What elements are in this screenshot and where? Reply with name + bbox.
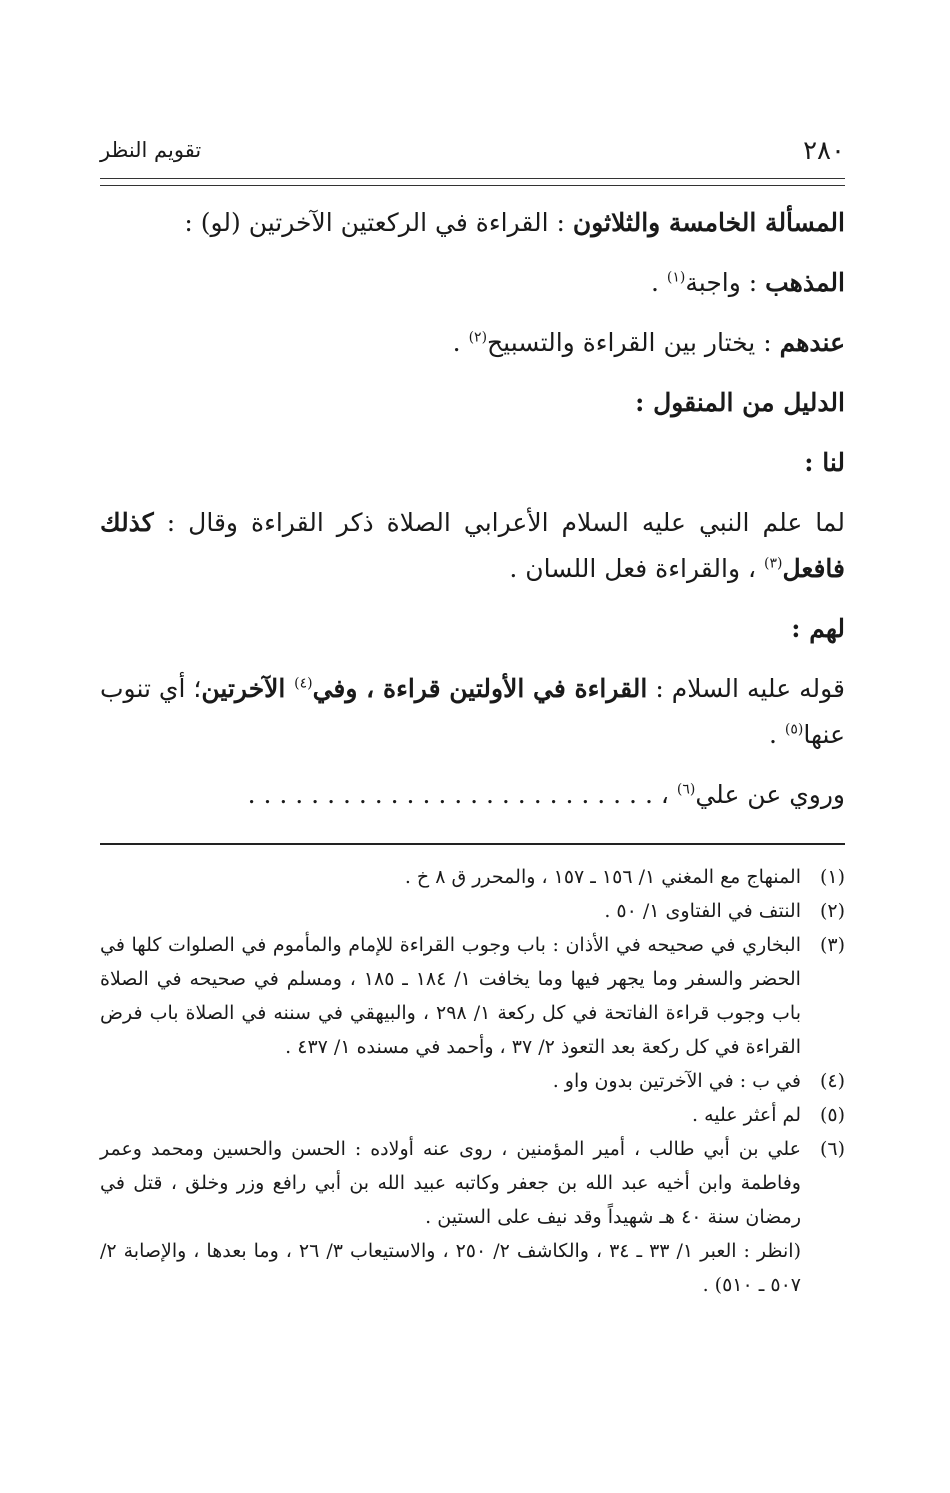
footnote-text: لم أعثر عليه . [692,1104,801,1126]
footnote-number: (٤) [819,1070,845,1092]
them-label: عندهم [779,328,845,357]
for-them-text: قوله عليه السلام : [647,674,845,703]
them-end: . [452,328,469,357]
footnote-item [100,1098,845,1132]
footnotes [100,860,845,1302]
footnote-ref: (٤) [294,675,313,692]
footnote-text: (انظر : العبر ١/ ٣٣ ـ ٣٤ ، والكاشف ٢/ ٢٥٠ ، والاستيعاب ٣/ ٢٦ ، وما بعدها ، والإصابة ٢/ ٥٠٧ ـ ٥١٠) . [100,1240,801,1296]
madhhab-label: المذهب [765,268,845,297]
footnote-number: (٥) [819,1104,845,1126]
footnote-number: (٢) [819,900,845,922]
for-them-label: لهم : [791,614,845,643]
issue-line [100,200,845,246]
them-text: : يختار بين القراءة والتسبيح [487,328,772,357]
footnote-item [100,928,845,1064]
header-rule [100,178,845,186]
footnote-ref: (٢) [468,329,488,346]
footnote-item [100,1132,845,1234]
footnote-separator [100,843,845,845]
for-us-paragraph [100,500,845,592]
footnote-text: علي بن أبي طالب ، أمير المؤمنين ، روى عنه أولاده : الحسن والحسين ومحمد وعمر وفاطمة وابن أخيه عبد الله بن جعفر وكاتبه عبيد الله بن أبي رافع وزر وخلق ، قتل في رمضان سنة ٤٠ هـ شهيداً وقد نيف على الستين . [100,1138,801,1228]
footnote-ref: (٣) [764,555,783,572]
footnote-ref: (١) [666,269,686,286]
footnote-ref: (٦) [676,781,696,798]
page-number: ٢٨٠ [803,136,845,166]
narrated-text: وروي عن علي [695,780,845,809]
evidence-heading: الدليل من المنقول : [635,388,845,417]
continuation-dots: ، . . . . . . . . . . . . . . . . . . . . . . . . . . [247,780,677,809]
for-them-end: . [769,720,785,749]
hadith-quote: القراءة في الأولتين قراءة ، وفي [312,674,648,703]
footnote-ref: (٥) [784,721,804,738]
for-them-paragraph [100,666,845,758]
for-us-text-end: ، والقراءة فعل اللسان . [509,554,765,583]
footnote-item [100,1064,845,1098]
running-header [100,132,845,177]
footnote-text: البخاري في صحيحه في الأذان : باب وجوب القراءة للإمام والمأموم في الصلوات كلها في الحضر والسفر وما يجهر فيها وما يخافت ١/ ١٨٤ ـ ١٨٥ ، ومسلم في صحيحه في الصلاة باب وجوب قراءة الفاتحة في كل ركعة ١/ ٢٩٨ ، والبيهقي في سننه في الصلاة باب فرض القراءة في كل ركعة بعد التعوذ ٢/ ٣٧ ، وأحمد في مسنده ١/ ٤٣٧ . [100,934,801,1058]
footnote-text: في ب : في الآخرتين بدون واو . [552,1070,801,1092]
footnote-number: (٦) [819,1138,845,1160]
for-them-text-2: ؛ أي تنوب عنها [100,674,845,749]
narrated-line [100,772,845,818]
footnote-item [100,1234,845,1302]
issue-text: : القراءة في الركعتين الآخرتين (لو) : [184,208,565,237]
hadith-quote: كذلك فافعل [100,508,845,583]
them-line [100,320,845,366]
hadith-quote-end: الآخرتين [201,674,295,703]
for-us-text: لما علم النبي عليه السلام الأعرابي الصلاة ذكر القراءة وقال : [153,508,845,537]
footnote-text: النتف في الفتاوى ١/ ٥٠ . [604,900,801,922]
footnote-number [801,1234,845,1302]
madhhab-line [100,260,845,306]
for-us-label: لنا : [804,448,845,477]
footnote-item [100,894,845,928]
madhhab-end: . [651,268,667,297]
issue-label: المسألة الخامسة والثلاثون [572,208,845,237]
footnote-text: المنهاج مع المغني ١/ ١٥٦ ـ ١٥٧ ، والمحرر ق ٨ خ . [404,866,801,888]
madhhab-text: : واجبة [685,268,758,297]
main-text [100,200,845,832]
footnote-item [100,860,845,894]
running-title: تقويم النظر [100,138,202,162]
footnote-number: (٣) [819,934,845,956]
footnote-number: (١) [819,866,845,888]
